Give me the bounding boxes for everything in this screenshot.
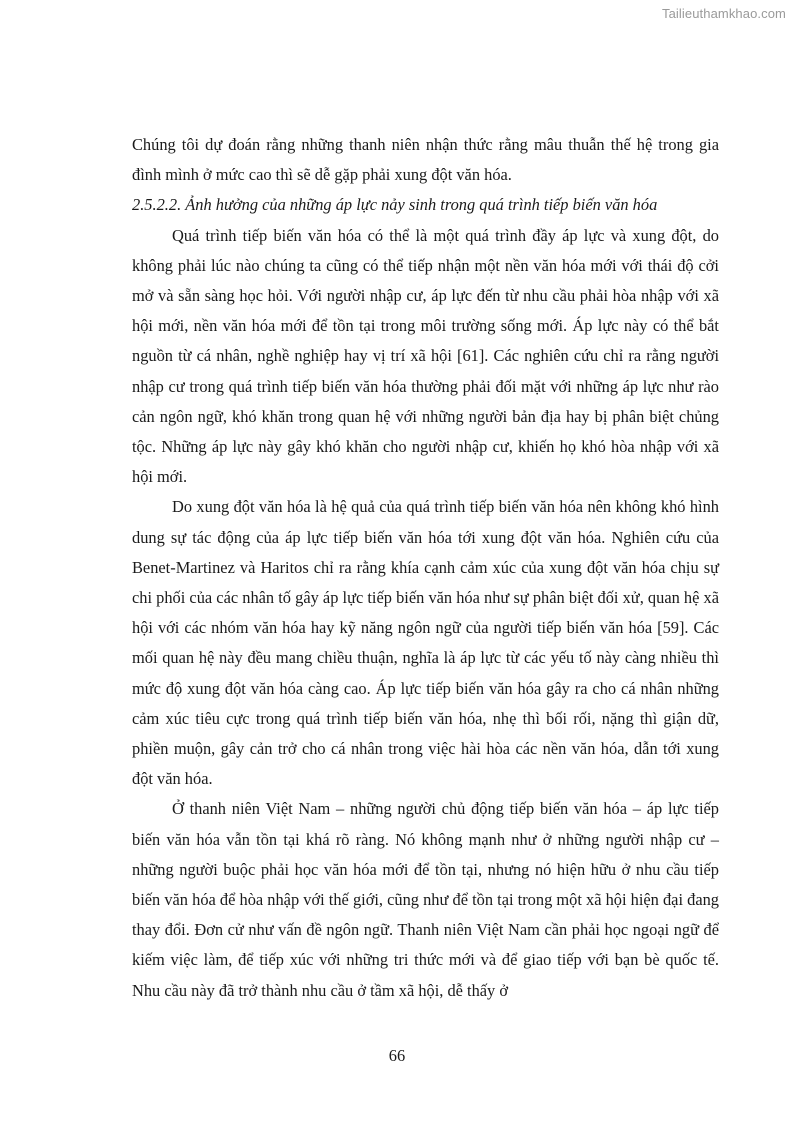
paragraph-acculturation-stress: Quá trình tiếp biến văn hóa có thể là một quá trình đầy áp lực và xung đột, do không phải lúc nào chúng ta cũng có thể tiếp nhận một nền văn hóa mới với thái độ cởi mở và sẵn sàng học hỏi. Với người nhập cư, áp lực đến từ nhu cầu phải hòa nhập với xã hội mới, nền văn hóa mới để tồn tại trong môi trường sống mới. Áp lực này có thể bắt nguồn từ cá nhân, nghề nghiệp hay vị trí xã hội [61]. Các nghiên cứu chỉ ra rằng người nhập cư trong quá trình tiếp biến văn hóa thường phải đối mặt với những áp lực như rào cản ngôn ngữ, khó khăn trong quan hệ với những người bản địa hay bị phân biệt chủng tộc. Những áp lực này gây khó khăn cho người nhập cư, khiến họ khó hòa nhập với xã hội mới. [132, 225, 719, 487]
paragraph-cultural-conflict: Do xung đột văn hóa là hệ quả của quá trình tiếp biến văn hóa nên không khó hình dung sự tác động của áp lực tiếp biến văn hóa tới xung đột văn hóa. Nghiên cứu của Benet-Martinez và Haritos chỉ ra rằng khía cạnh cảm xúc của xung đột văn hóa chịu sự chi phối của các nhân tố gây áp lực tiếp biến văn hóa như sự phân biệt đối xử, quan hệ xã hội với các nhóm văn hóa hay kỹ năng ngôn ngữ của người tiếp biến văn hóa [59]. Các mối quan hệ này đều mang chiều thuận, nghĩa là áp lực từ các yếu tố này càng nhiều thì mức độ xung đột văn hóa càng cao. Áp lực tiếp biến văn hóa gây ra cho cá nhân những cảm xúc tiêu cực trong quá trình tiếp biến văn hóa, nhẹ thì bối rối, nặng thì giận dữ, phiền muộn, gây cản trở cho cá nhân trong việc hài hòa các nền văn hóa, dẫn tới xung đột văn hóa. [132, 497, 719, 789]
paragraph-intro: Chúng tôi dự đoán rằng những thanh niên nhận thức rằng mâu thuẫn thế hệ trong gia đình mình ở mức cao thì sẽ dễ gặp phải xung đột văn hóa. [132, 135, 719, 185]
watermark: Tailieuthamkhao.com [661, 6, 786, 21]
page-number: 66 [388, 1046, 406, 1065]
section-heading: 2.5.2.2. Ảnh hưởng của những áp lực nảy sinh trong quá trình tiếp biến văn hóa [132, 195, 658, 215]
paragraph-vietnamese-youth: Ở thanh niên Việt Nam – những người chủ động tiếp biến văn hóa – áp lực tiếp biến văn hóa vẫn tồn tại khá rõ ràng. Nó không mạnh như ở những người nhập cư – những người buộc phải học văn hóa mới để tồn tại, nhưng nó hiện hữu ở nhu cầu tiếp biến văn hóa để hòa nhập với thế giới, cũng như để tồn tại trong một xã hội hiện đại đang thay đổi. Đơn cử như vấn đề ngôn ngữ. Thanh niên Việt Nam cần phải học ngoại ngữ để kiếm việc làm, để tiếp xúc với những tri thức mới và để giao tiếp với bạn bè quốc tế. Nhu cầu này đã trở thành nhu cầu ở tầm xã hội, dễ thấy ở [132, 799, 719, 1000]
document-body [132, 130, 719, 1006]
